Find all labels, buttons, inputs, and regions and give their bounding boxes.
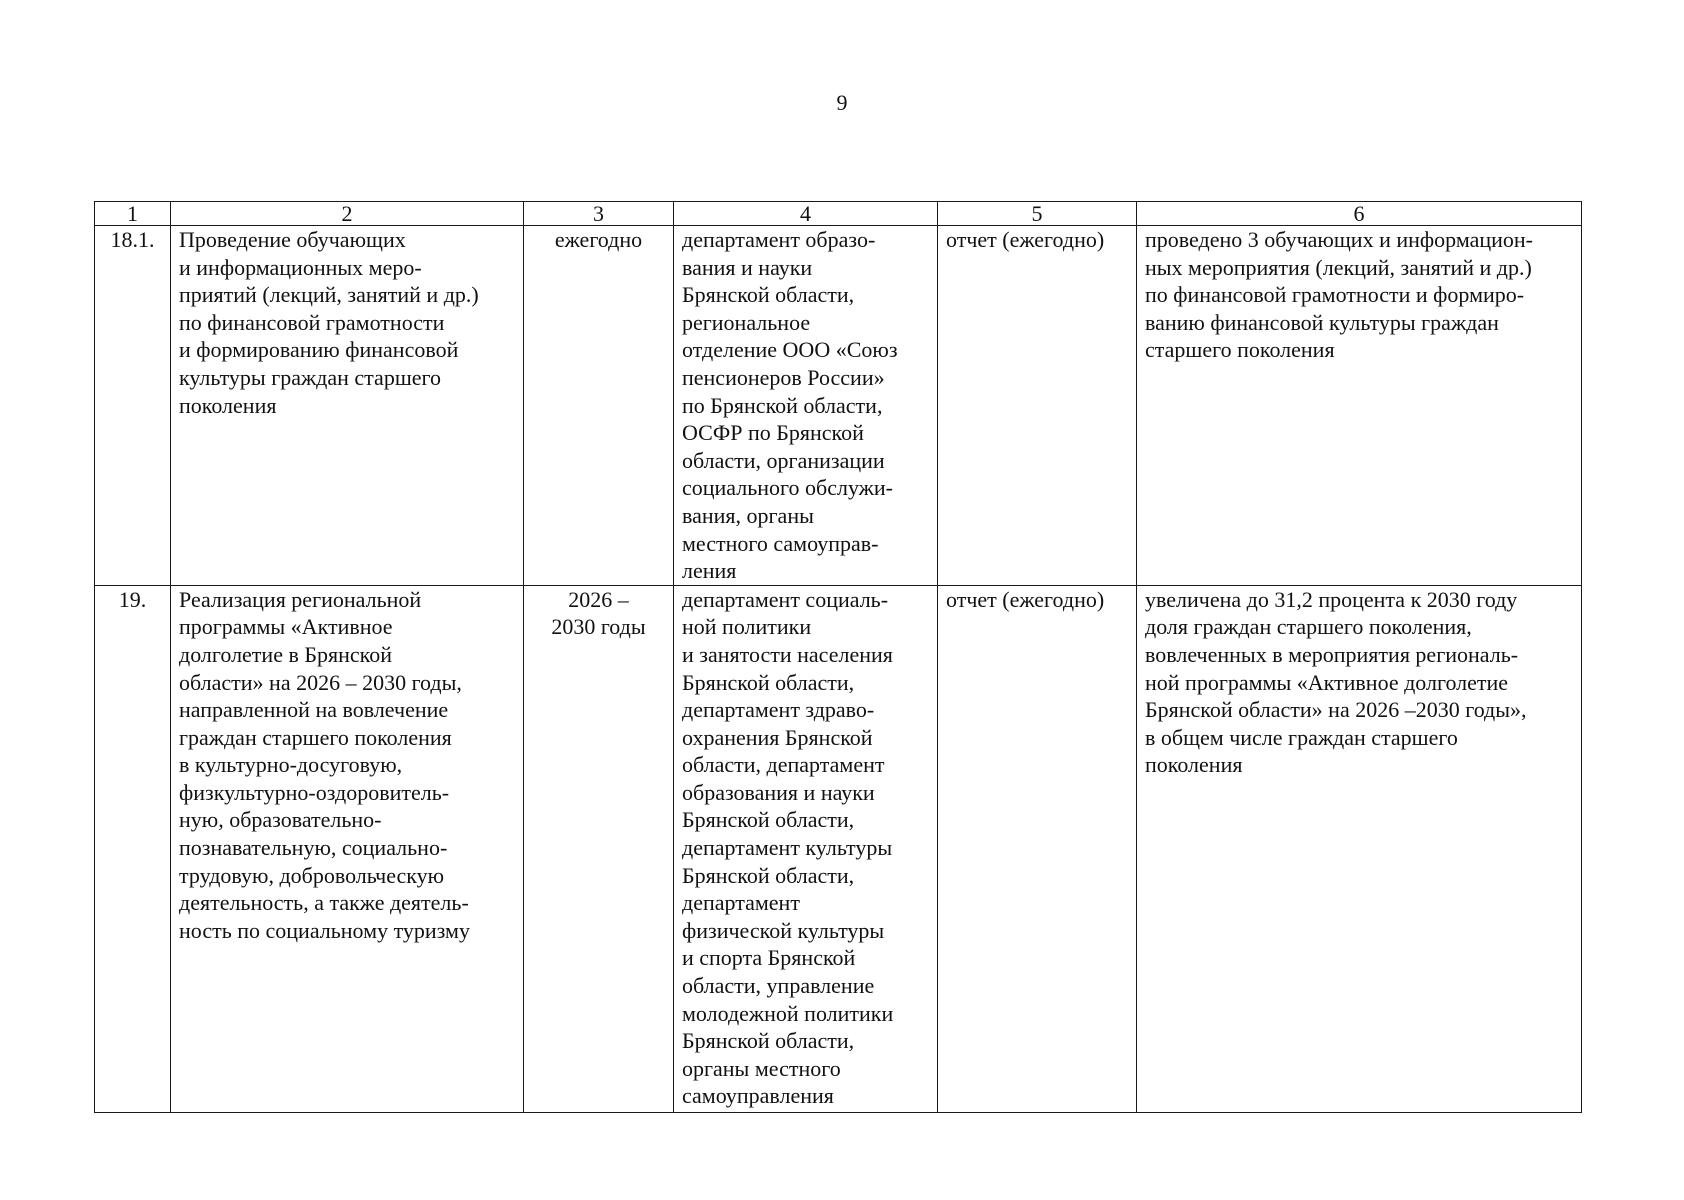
column-header-1: 1 [95,202,171,226]
deadline: ежегодно [524,226,674,586]
responsible-executors: департамент образо- вания и науки Брянской области, региональное отделение ООО «Союз пенсионеров России» по Брянской области, ОСФР по Брянской области, организации социального обслужи- вания, органы местного самоуправ- ления [674,226,938,586]
report-form: отчет (ежегодно) [938,226,1137,586]
table-row [95,585,1582,1112]
deadline: 2026 – 2030 годы [524,585,674,1112]
table-row [95,226,1582,586]
responsible-executors: департамент социаль- ной политики и занятости населения Брянской области, департамент здраво- охранения Брянской области, департамент образования и науки Брянской области, департамент культуры Брянской области, департамент физической культуры и спорта Брянской области, управление молодежной политики Брянской области, органы местного самоуправления [674,585,938,1112]
event-description: Реализация региональной программы «Активное долголетие в Брянской области» на 2026 – 2030 годы, направленной на вовлечение граждан старшего поколения в культурно-досуговую, физкультурно-оздоровитель- ную, образовательно- познавательную, социально- трудовую, добровольческую деятельность, а также деятель- ность по социальному туризму [171,585,524,1112]
expected-result: проведено 3 обучающих и информацион- ных мероприятия (лекций, занятий и др.) по финансовой грамотности и формиро- ванию финансовой культуры граждан старшего поколения [1137,226,1582,586]
table-header-row [95,202,1582,226]
column-header-3: 3 [524,202,674,226]
report-form: отчет (ежегодно) [938,585,1137,1112]
plan-table [94,201,1582,1113]
row-number: 19. [95,585,171,1112]
expected-result: увеличена до 31,2 процента к 2030 году доля граждан старшего поколения, вовлеченных в мероприятия региональ- ной программы «Активное долголетие Брянской области» на 2026 –2030 годы», в общем числе граждан старшего поколения [1137,585,1582,1112]
row-number: 18.1. [95,226,171,586]
column-header-5: 5 [938,202,1137,226]
page-number: 9 [836,90,848,115]
column-header-6: 6 [1137,202,1582,226]
event-description: Проведение обучающих и информационных меро- приятий (лекций, занятий и др.) по финансовой грамотности и формированию финансовой культуры граждан старшего поколения [171,226,524,586]
column-header-4: 4 [674,202,938,226]
column-header-2: 2 [171,202,524,226]
